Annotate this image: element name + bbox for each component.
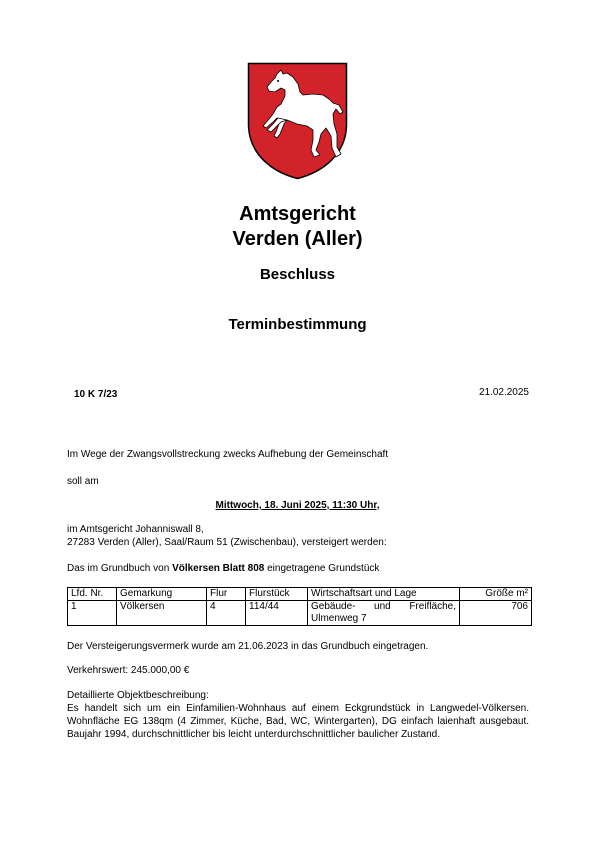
col-groesse: Größe m² [460,588,532,601]
auction-date: Mittwoch, 18. Juni 2025, 11:30 Uhr, [215,500,380,511]
heading-beschluss: Beschluss [259,266,336,283]
court-name-line2: Verden (Aller) [232,228,363,250]
property-table [67,587,532,626]
cell-flur: 4 [207,601,246,626]
file-number: 10 K 7/23 [74,389,118,400]
cell-wirtschaftsart [308,601,460,626]
cell-wirtschaftsart-line2: Ulmenweg 7 [311,613,367,624]
col-flur: Flur [207,588,246,601]
object-description-text: Es handelt sich um ein Einfamilien-Wohnhaus auf einem Eckgrundstück in Langwedel-Völkersen. Wohnfläche EG 138qm (4 Zimmer, Küche, Bad, WC, Wintergarten), DG einfach laienhaft ausgebaut. Baujahr 1994, durchschnittlicher bis leicht unterdurchschnittlicher baulicher Zustand. [67,703,529,740]
location-line1: im Amtsgericht Johanniswall 8, [67,524,204,535]
col-lfd-nr: Lfd. Nr. [68,588,117,601]
grundbuch-text [67,562,379,575]
cell-flurstueck: 114/44 [246,601,308,626]
versteigerungsvermerk-text: Der Versteigerungsvermerk wurde am 21.06.2023 in das Grundbuch eingetragen. [67,641,429,652]
cell-wirtschaftsart-line1: Gebäude- und Freifläche, [311,601,456,612]
lower-saxony-horse-crest-icon [247,62,348,180]
grundbuch-text-post: eingetragene Grundstück [264,563,380,574]
cell-groesse: 706 [460,601,532,626]
heading-terminbestimmung: Terminbestimmung [228,316,367,333]
col-gemarkung: Gemarkung [117,588,207,601]
col-flurstueck: Flurstück [246,588,308,601]
table-row [68,601,532,626]
table-header-row [68,588,532,601]
intro-soll-am: soll am [67,476,99,487]
object-description-heading: Detaillierte Objektbeschreibung: [67,690,209,701]
document-date: 21.02.2025 [478,387,529,398]
court-name-line1: Amtsgericht [239,203,356,225]
col-wirtschaftsart: Wirtschaftsart und Lage [308,588,460,601]
location-line2: 27283 Verden (Aller), Saal/Raum 51 (Zwischenbau), versteigert werden: [67,537,387,548]
cell-gemarkung: Völkersen [117,601,207,626]
intro-text: Im Wege der Zwangsvollstreckung zwecks Aufhebung der Gemeinschaft [67,449,389,460]
grundbuch-text-pre: Das im Grundbuch von [67,563,173,574]
verkehrswert: Verkehrswert: 245.000,00 € [67,665,190,676]
cell-lfd-nr: 1 [68,601,117,626]
grundbuch-reference: Völkersen Blatt 808 [172,563,265,574]
